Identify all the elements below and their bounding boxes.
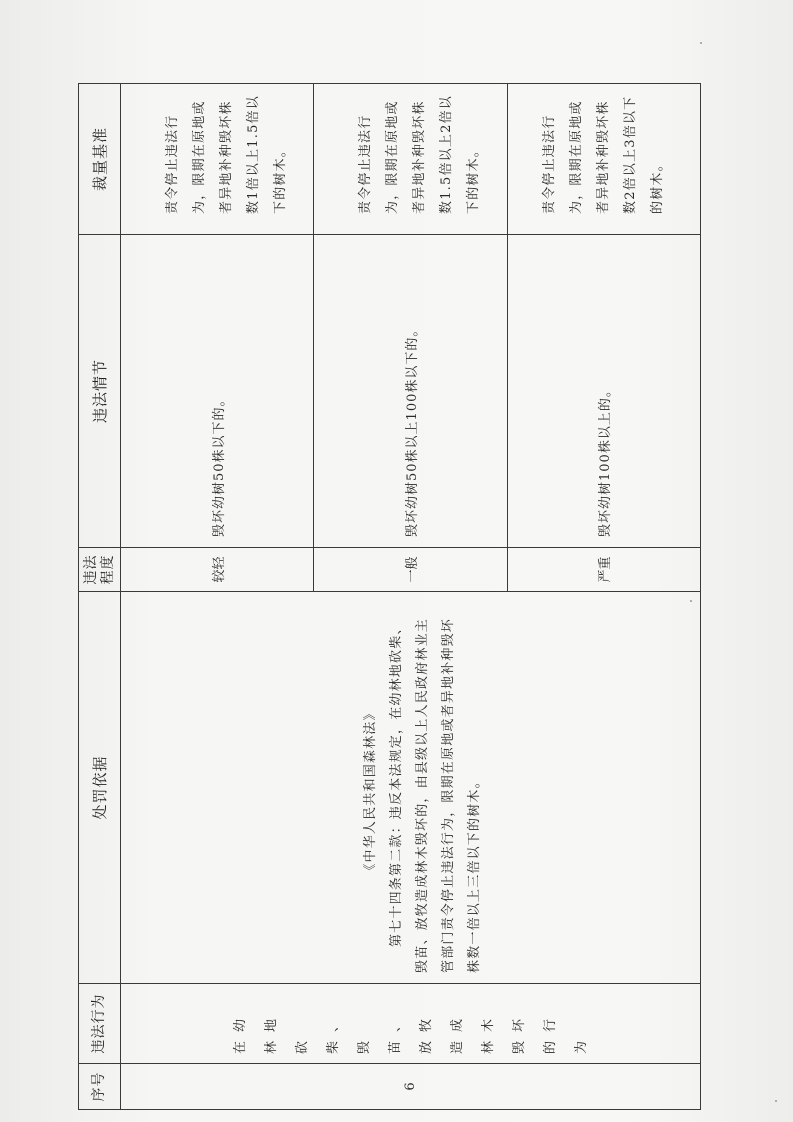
header-case: 违法情节 — [79, 235, 121, 548]
penalty-standard-table — [78, 83, 701, 1110]
header-standard: 裁量基准 — [79, 84, 121, 235]
basis-article-text: 第七十四条第二款：违反本法规定，在幼林地砍柴、毁苗、放牧造成林木毁坏的，由县级以上人民政府林业主管部门责令停止违法行为，限期在原地或者异地补种毁坏株数一倍以上三倍以下的树木。 — [388, 617, 482, 973]
degree-general: 一般 — [314, 548, 507, 592]
case-minor: 毁坏幼树50株以下的。 — [121, 235, 314, 548]
table-row — [121, 84, 314, 1110]
scan-speck — [700, 42, 702, 44]
degree-minor: 较轻 — [121, 548, 314, 592]
scan-speck — [775, 1100, 777, 1102]
scan-speck — [690, 600, 692, 602]
case-general: 毁坏幼树50株以上100株以下的。 — [314, 235, 507, 548]
standard-serious: 责令停止违法行为，限期在原地或者异地补种毁坏株数2倍以上3倍以下的树木。 — [507, 84, 700, 235]
penalty-basis — [121, 592, 701, 984]
standard-minor: 责令停止违法行为，限期在原地或者异地补种毁坏株数1倍以上1.5倍以下的树木。 — [121, 84, 314, 235]
case-serious: 毁坏幼树100株以上的。 — [507, 235, 700, 548]
header-act: 违法行为 — [79, 984, 121, 1064]
header-degree: 违法程度 — [79, 548, 121, 592]
degree-serious: 严重 — [507, 548, 700, 592]
header-row — [79, 84, 121, 1110]
row-number: 6 — [121, 1064, 701, 1110]
standard-general: 责令停止违法行为，限期在原地或者异地补种毁坏株数1.5倍以上2倍以下的树木。 — [314, 84, 507, 235]
basis-law-title: 《中华人民共和国森林法》 — [362, 706, 378, 877]
rotated-table-wrapper — [78, 84, 701, 1110]
header-basis: 处罚依据 — [79, 592, 121, 984]
violation-act: 在幼林地砍柴、毁苗、放牧造成林木毁坏的行为 — [121, 984, 701, 1064]
header-no: 序号 — [79, 1064, 121, 1110]
